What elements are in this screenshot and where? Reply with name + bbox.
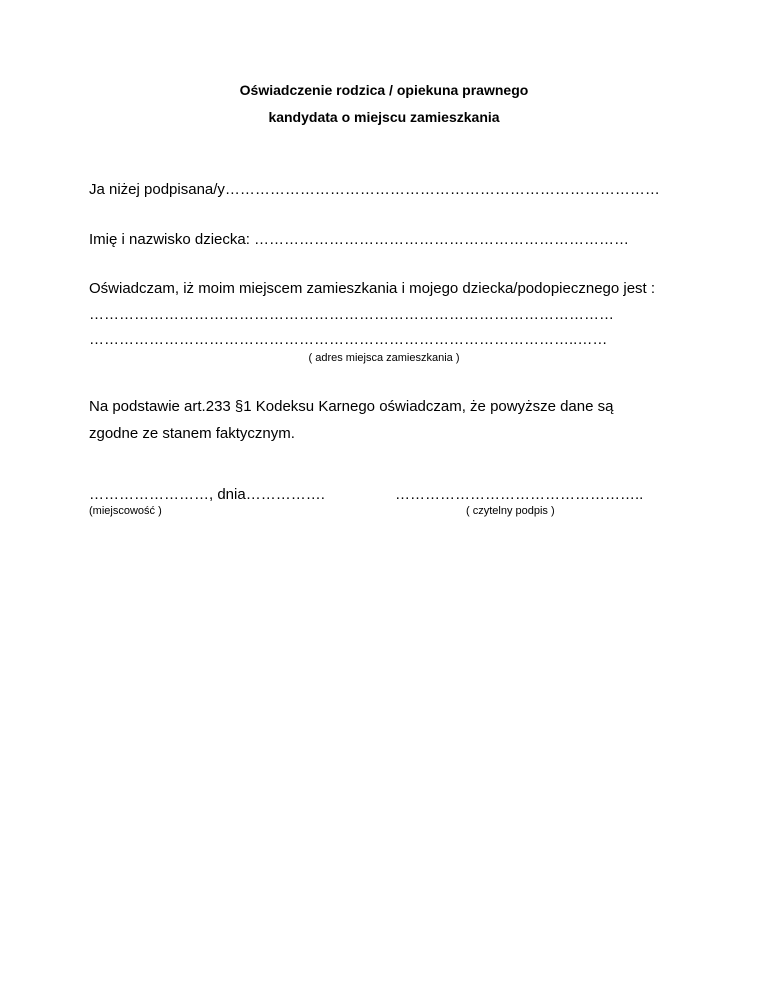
legal-statement-line-2: zgodne ze stanem faktycznym. [89,425,295,442]
signature-field: ………………………………………….. [395,486,644,503]
address-caption: ( adres miejsca zamieszkania ) [308,352,460,364]
address-dots-line-2: ……………………………………………………………………………………..…… [89,331,608,348]
place-caption: (miejscowość ) [89,505,162,517]
signature-caption: ( czytelny podpis ) [466,505,555,517]
signer-name-field: Ja niżej podpisana/y…………………………………………………………………………… [89,181,660,198]
child-name-field: Imię i nazwisko dziecka: ………………………………………………………………… [89,231,630,248]
document-title-line-2: kandydata o miejscu zamieszkania [268,109,500,125]
address-dots-line-1: …………………………………………………………………………………………… [89,306,614,323]
declaration-text: Oświadczam, iż moim miejscem zamieszkania i mojego dziecka/podopiecznego jest : [89,280,656,297]
legal-statement-line-1: Na podstawie art.233 §1 Kodeksu Karnego oświadczam, że powyższe dane są [89,398,614,415]
document-title-line-1: Oświadczenie rodzica / opiekuna prawnego [239,82,529,98]
place-date-field: ……………………, dnia……………. [89,486,325,503]
